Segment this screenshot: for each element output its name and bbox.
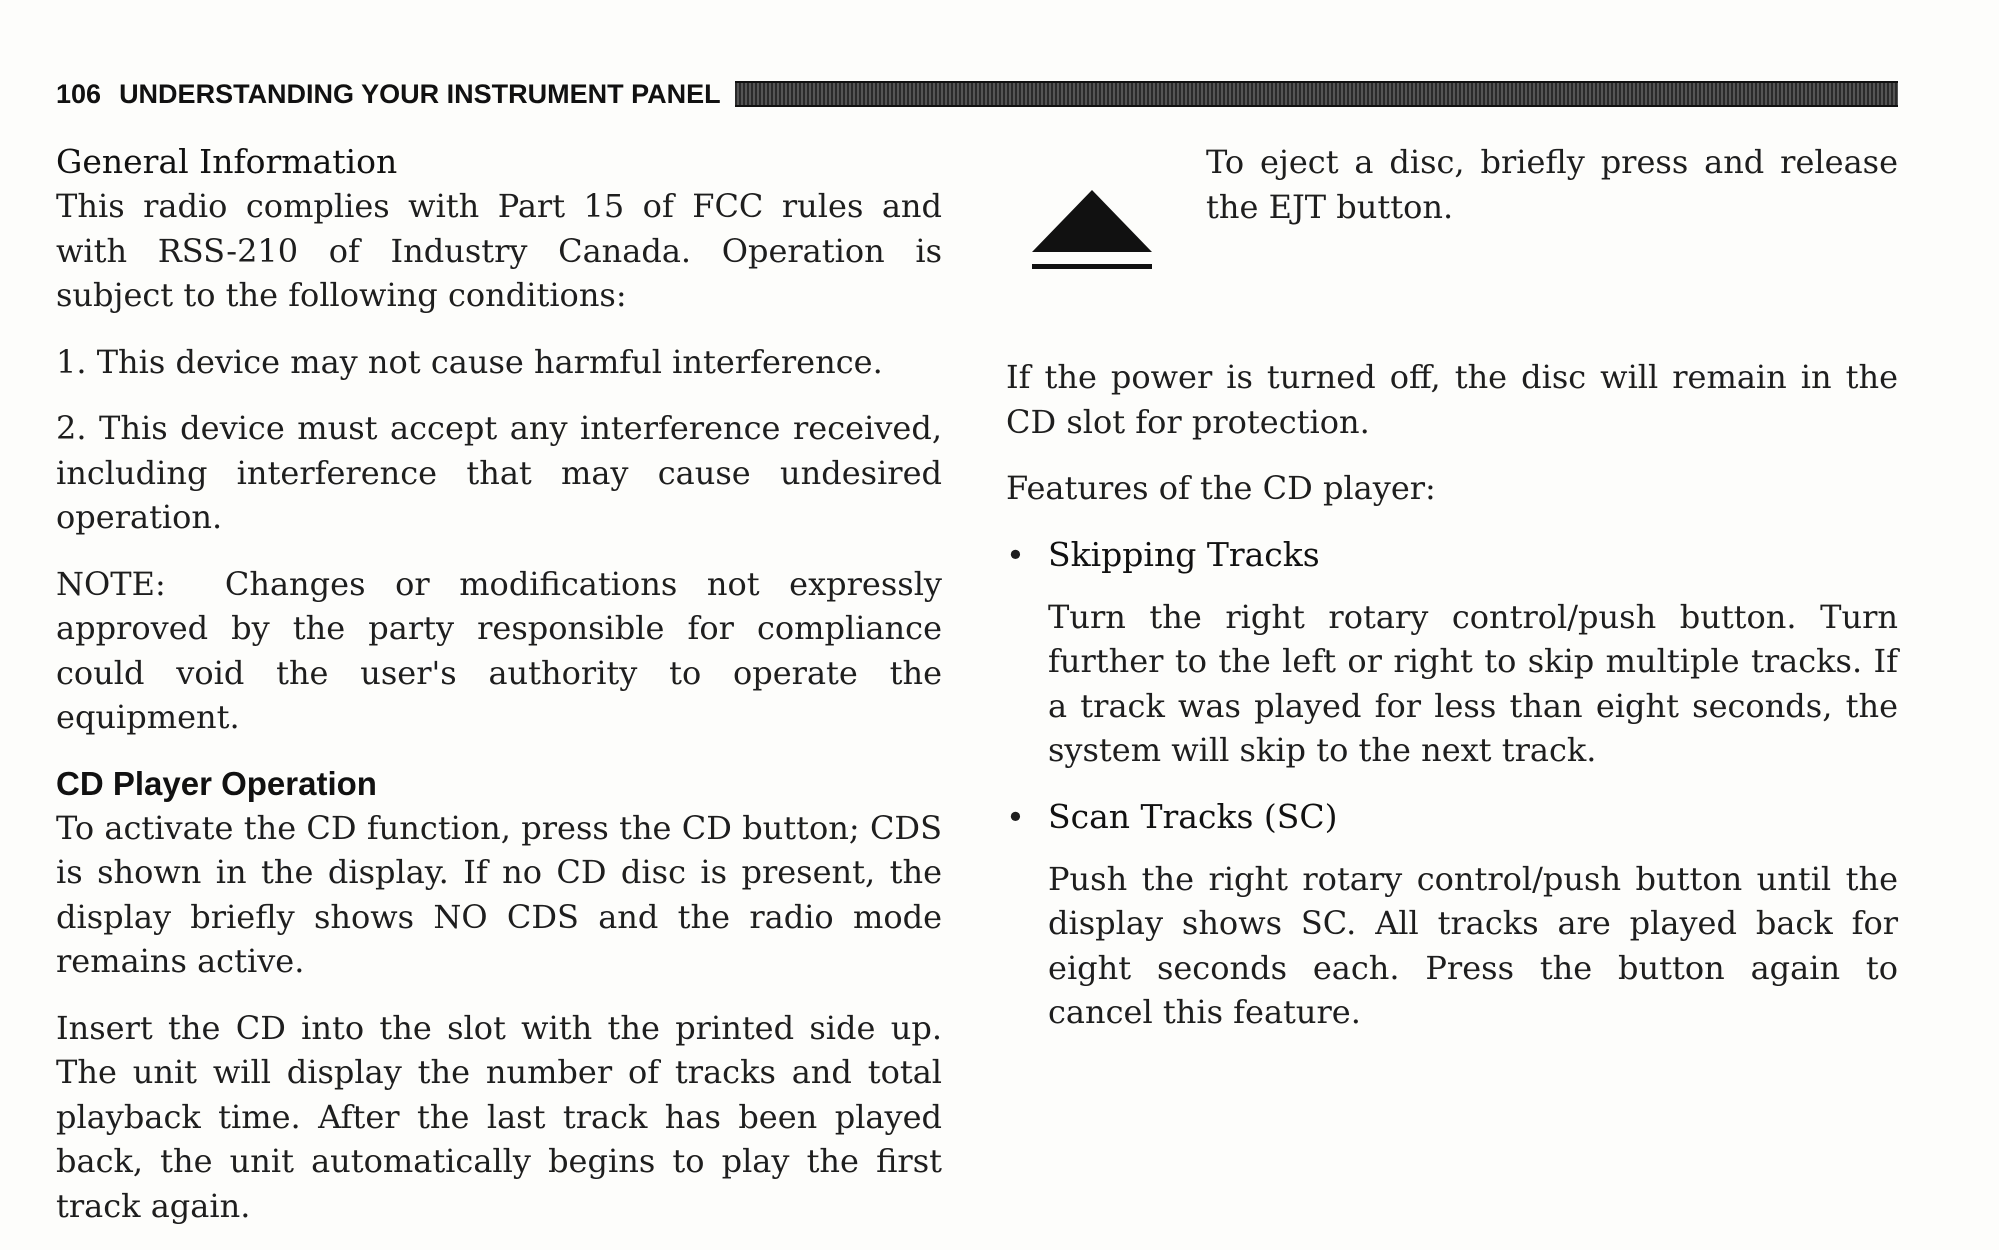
eject-section: [1006, 140, 1898, 355]
feature-scan-tracks: [1006, 795, 1898, 839]
header-rule: [735, 81, 1898, 107]
condition-2: 2. This device must accept any interference received, including interference that may cause undesired operation.: [56, 409, 942, 536]
note-label: NOTE:: [56, 564, 166, 603]
feature-skipping-tracks: [1006, 533, 1898, 577]
chapter-title: UNDERSTANDING YOUR INSTRUMENT PANEL: [119, 78, 721, 109]
feature-title: Scan Tracks (SC): [1048, 796, 1338, 836]
left-column: [56, 140, 942, 1250]
condition-1: 1. This device may not cause harmful interference.: [56, 342, 883, 381]
cd-player-operation-heading: CD Player Operation: [56, 764, 377, 802]
cd-operation-body-2: Insert the CD into the slot with the printed side up. The unit will display the number of tracks and total playback time. After the last track has been played back, the unit automatically begins to play the first track again.: [56, 1008, 942, 1225]
note-paragraph: [56, 562, 942, 740]
page-number: 106: [56, 78, 102, 109]
eject-icon: [1032, 190, 1152, 272]
page-header: [56, 74, 1898, 114]
bullet: •: [1006, 797, 1025, 836]
note-body: Changes or modifications not expressly approved by the party responsible for compliance could void the user's authority to operate the equipment.: [56, 564, 943, 736]
cd-operation-body-1: To activate the CD function, press the CD button; CDS is shown in the display. If no CD disc is present, the display briefly shows NO CDS and the radio mode remains active.: [56, 808, 942, 980]
power-off-text: If the power is turned off, the disc will remain in the CD slot for protection.: [1006, 358, 1898, 441]
general-information-body: This radio complies with Part 15 of FCC rules and with RSS-210 of Industry Canada. Operation is subject to the following conditions:: [56, 187, 942, 314]
right-column: [1006, 140, 1898, 1057]
feature-body: Turn the right rotary control/push button. Turn further to the left or right to skip multiple tracks. If a track was played for less than eight seconds, the system will skip to the next track.: [1048, 597, 1898, 769]
eject-text: To eject a disc, briefly press and release the EJT button.: [1206, 143, 1898, 226]
feature-title: Skipping Tracks: [1048, 534, 1320, 574]
bullet: •: [1006, 535, 1025, 574]
features-intro: Features of the CD player:: [1006, 469, 1436, 507]
feature-body: Push the right rotary control/push button until the display shows SC. All tracks are played back for eight seconds each. Press the button again to cancel this feature.: [1048, 859, 1898, 1031]
general-information-heading: General Information: [56, 142, 398, 181]
